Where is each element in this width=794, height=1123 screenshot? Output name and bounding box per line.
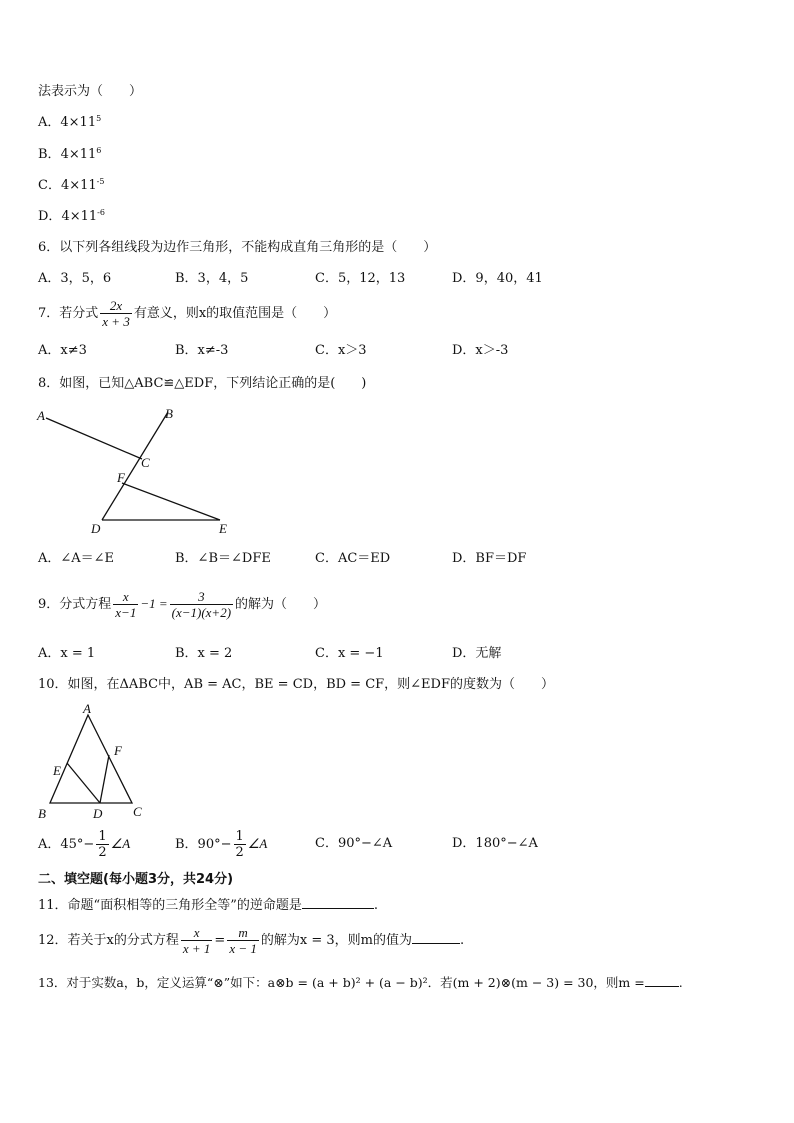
q10-option-b-half: $\frac{1}{2}$	[235, 829, 244, 860]
q10-option-a: A．45°− $\frac{1}{2}$ ∠A	[38, 829, 131, 860]
q8-segment-bd	[102, 412, 168, 520]
q7-option-b: B．x≠-3	[175, 343, 229, 358]
q10-segment-ed	[67, 763, 100, 803]
q6-option-d: D．9，40，41	[452, 271, 543, 286]
q8-label-d: D	[91, 521, 101, 536]
q12-stem: 12．若关于x的分式方程 $\frac{x}{x + 1}$ = $\frac{m}{x - 1}$ 的解为x = 3，则m的值为 .	[38, 925, 465, 956]
q9-stem: 9．分式方程 $\frac{x}{x-1}$ −1 = $\frac{3}{(x-1)(x+2)}$ 的解为（ ）	[38, 589, 327, 620]
q9-option-d: D．无解	[452, 646, 502, 661]
q9-option-a: A．x = 1	[38, 646, 96, 661]
q10-stem: 10．如图，在ΔABC中，AB = AC，BE = CD，BD = CF，则∠EDF的度数为（ ）	[38, 677, 554, 692]
q8-stem: 8．如图，已知△ABC≌△EDF，下列结论正确的是( )	[38, 376, 367, 391]
q5-option-b: B．$4\times 11^6$	[38, 146, 102, 162]
q8-option-c: C．AC＝ED	[315, 551, 391, 566]
q11-answer-blank	[302, 894, 374, 909]
q5-option-c: C．$4\times 11^{-5}$	[38, 177, 105, 193]
q7-fraction: $\frac{2x}{x + 3}$	[102, 298, 130, 329]
q6-stem: 6．以下列各组线段为边作三角形，不能构成直角三角形的是（ ）	[38, 240, 437, 255]
q12-fraction-1: $\frac{x}{x + 1}$	[182, 925, 211, 956]
q10-label-d: D	[93, 806, 103, 821]
section-fill-in-title: 二、填空题(每小题3分，共24分)	[38, 872, 234, 887]
q6-option-c: C．5，12，13	[315, 271, 406, 286]
q10-option-c: C．90°−∠A	[315, 836, 393, 851]
q10-figure	[30, 700, 155, 825]
q10-triangle-abc	[50, 715, 132, 803]
q13-stem: 13．对于实数a，b，定义运算“⊗”如下：a⊗b = (a + b)² + (a − b)²．若(m + 2)⊗(m − 3) = 30，则m = .	[38, 972, 683, 992]
q8-option-a: A．∠A＝∠E	[38, 551, 115, 566]
q10-label-b: B	[38, 806, 46, 821]
q8-segment-fe	[122, 483, 220, 520]
q10-option-a-half: $\frac{1}{2}$	[98, 829, 107, 860]
q10-label-a: A	[83, 701, 91, 716]
q11-stem: 11．命题“面积相等的三角形全等”的逆命题是 .	[38, 894, 378, 915]
q10-label-c: C	[133, 804, 142, 819]
q5-option-a: A．$4\times 11^5$	[38, 114, 102, 130]
q5-option-d: D．$4\times 11^{-6}$	[38, 208, 105, 224]
q9-option-b: B．x = 2	[175, 646, 233, 661]
q6-option-a: A．3，5，6	[38, 271, 112, 286]
q8-label-e: E	[219, 521, 227, 536]
q10-label-e: E	[53, 763, 61, 778]
q7-option-c: C．x＞3	[315, 343, 367, 358]
q7-stem: 7．若分式 $\frac{2x}{x + 3}$ 有意义，则x的取值范围是（ ）	[38, 298, 337, 329]
q7-option-a: A．x≠3	[38, 343, 87, 358]
q12-answer-blank	[412, 929, 460, 944]
q10-segment-df	[100, 755, 109, 803]
q8-figure	[30, 402, 235, 537]
q8-label-f: F	[117, 470, 125, 485]
q9-option-c: C．x = −1	[315, 646, 384, 661]
q9-fraction-2: $\frac{3}{(x-1)(x+2)}$	[171, 589, 232, 620]
q6-option-b: B．3，4，5	[175, 271, 249, 286]
q9-fraction-1: $\frac{x}{x-1}$	[115, 589, 137, 620]
q7-option-d: D．x＞-3	[452, 343, 509, 358]
q10-option-b: B．90°− $\frac{1}{2}$ ∠A	[175, 829, 268, 860]
q13-answer-blank	[645, 972, 679, 987]
q8-label-a: A	[37, 408, 45, 423]
q8-option-d: D．BF＝DF	[452, 551, 527, 566]
q12-fraction-2: $\frac{m}{x - 1}$	[229, 925, 257, 956]
q8-segment-ac	[46, 418, 142, 459]
q10-label-f: F	[114, 743, 122, 758]
q8-option-b: B．∠B＝∠DFE	[175, 551, 271, 566]
q10-option-d: D．180°−∠A	[452, 836, 538, 851]
q8-label-b: B	[165, 406, 173, 421]
q8-label-c: C	[141, 455, 150, 470]
q5-stem-tail: 法表示为（ ）	[38, 84, 143, 99]
